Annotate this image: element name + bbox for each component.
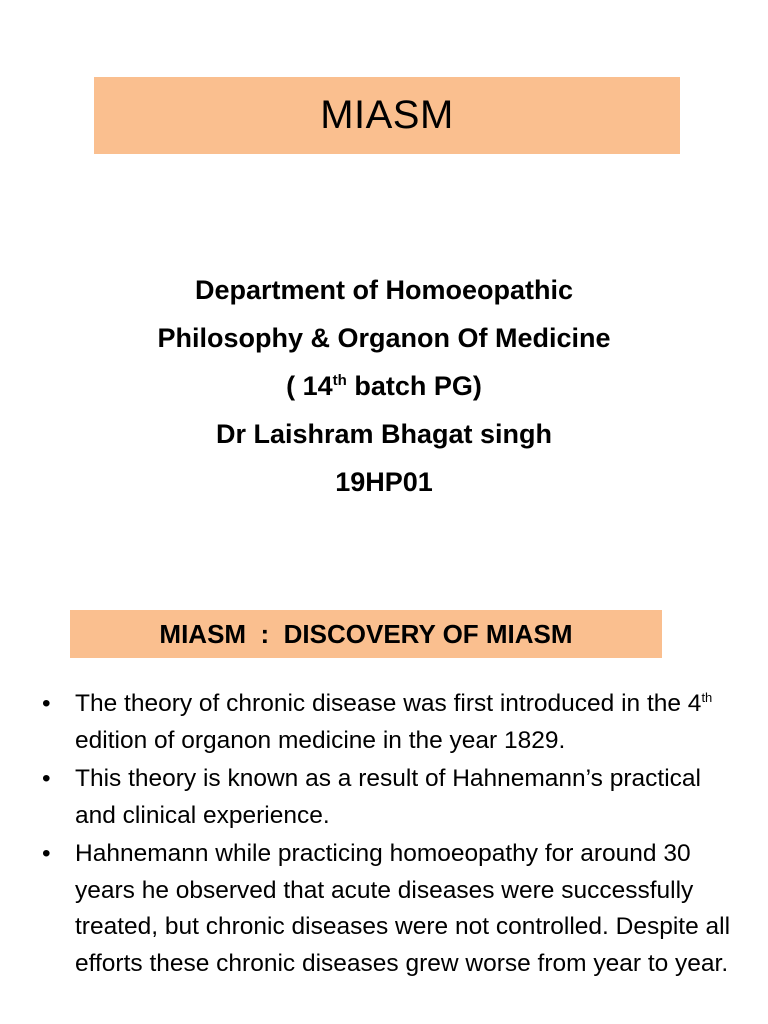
list-item — [40, 836, 740, 982]
bullet-icon: • — [42, 840, 51, 867]
department-line-1: Department of Homoeopathic — [194, 275, 574, 305]
department-line-2: Philosophy & Organon Of Medicine — [157, 323, 611, 353]
author-id: 19HP01 — [335, 467, 433, 497]
author-name: Dr Laishram Bhagat singh — [215, 419, 553, 449]
bullet-icon: • — [42, 690, 51, 717]
bullet-icon: • — [42, 765, 51, 792]
batch-prefix: ( 14 — [286, 371, 333, 401]
batch-ordinal-suffix: th — [332, 372, 347, 389]
bullet-text-2: This theory is known as a result of Hahnemann’s practical and clinical experience. — [75, 765, 701, 829]
bullet-text-3: Hahnemann while practicing homoeopathy for around 30 years he observed that acute diseases were successfully treated, but chronic diseases were not controlled. Despite all efforts these chronic diseases grew worse from year to year. — [75, 840, 731, 977]
list-item — [40, 686, 740, 759]
batch-line — [0, 362, 768, 410]
bullet-text-1b: edition of organon medicine in the year 1829. — [75, 726, 566, 754]
section-heading: MIASM : DISCOVERY OF MIASM — [159, 618, 573, 649]
page-title: MIASM — [320, 93, 454, 137]
list-item — [40, 761, 740, 834]
edition-ordinal-suffix: th — [701, 689, 713, 705]
author-block — [0, 266, 768, 506]
title-banner — [94, 77, 680, 154]
section-heading-banner — [70, 610, 662, 658]
bullet-list — [40, 686, 740, 984]
batch-suffix: batch PG) — [346, 371, 482, 401]
bullet-text-1a: The theory of chronic disease was first introduced in the 4 — [75, 690, 702, 717]
